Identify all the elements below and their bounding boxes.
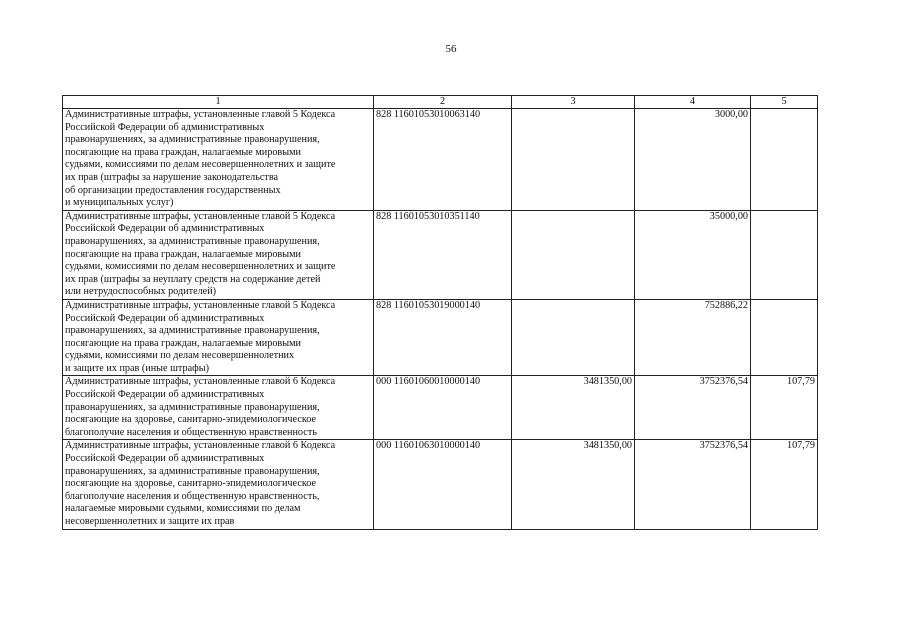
column-header-5: 5 — [751, 96, 818, 109]
table-row — [63, 376, 818, 440]
row-code: 000 11601063010000140 — [374, 440, 512, 529]
row-col4-value: 3752376,54 — [635, 376, 751, 440]
row-description: Административные штрафы, установленные главой 5 Кодекса Российской Федерации об административных правонарушениях, за административные правонарушения, посягающие на права граждан, налагаемые мировыми судьями, комиссиями по делам несовершеннолетних и защите их прав (штрафы за неуплату средств на содержание детей или нетрудоспособных родителей) — [63, 210, 374, 299]
row-col3-value: 3481350,00 — [512, 440, 635, 529]
column-header-2: 2 — [374, 96, 512, 109]
column-header-3: 3 — [512, 96, 635, 109]
table-row — [63, 299, 818, 376]
row-col5-value: 107,79 — [751, 376, 818, 440]
row-col3-value — [512, 210, 635, 299]
row-col3-value — [512, 299, 635, 376]
page-number: 56 — [445, 43, 457, 55]
row-description: Административные штрафы, установленные главой 6 Кодекса Российской Федерации об административных правонарушениях, за административные правонарушения, посягающие на здоровье, санитарно-эпидемиологическое благополучие населения и общественную нравственность — [63, 376, 374, 440]
row-col4-value: 752886,22 — [635, 299, 751, 376]
header-row — [63, 96, 818, 109]
row-code: 000 11601060010000140 — [374, 376, 512, 440]
row-col4-value: 35000,00 — [635, 210, 751, 299]
row-col5-value — [751, 299, 818, 376]
row-col5-value — [751, 210, 818, 299]
row-code: 828 11601053010351140 — [374, 210, 512, 299]
table-row — [63, 109, 818, 211]
row-col4-value: 3000,00 — [635, 109, 751, 211]
column-header-1: 1 — [63, 96, 374, 109]
row-description: Административные штрафы, установленные главой 5 Кодекса Российской Федерации об административных правонарушениях, за административные правонарушения, посягающие на права граждан, налагаемые мировыми судьями, комиссиями по делам несовершеннолетних и защите их прав (иные штрафы) — [63, 299, 374, 376]
row-col5-value — [751, 109, 818, 211]
row-code: 828 11601053010063140 — [374, 109, 512, 211]
row-code: 828 11601053019000140 — [374, 299, 512, 376]
row-description: Административные штрафы, установленные главой 5 Кодекса Российской Федерации об административных правонарушениях, за административные правонарушения, посягающие на права граждан, налагаемые мировыми судьями, комиссиями по делам несовершеннолетних и защите их прав (штрафы за нарушение законодательства об организации предоставления государственных и муниципальных услуг) — [63, 109, 374, 211]
row-col3-value: 3481350,00 — [512, 376, 635, 440]
column-header-4: 4 — [635, 96, 751, 109]
row-col3-value — [512, 109, 635, 211]
row-col4-value: 3752376,54 — [635, 440, 751, 529]
table-row — [63, 440, 818, 529]
table-row — [63, 210, 818, 299]
budget-table — [62, 95, 818, 530]
row-description: Административные штрафы, установленные главой 6 Кодекса Российской Федерации об административных правонарушениях, за административные правонарушения, посягающие на здоровье, санитарно-эпидемиологическое благополучие населения и общественную нравственность, налагаемые мировыми судьями, комиссиями по делам несовершеннолетних и защите их прав — [63, 440, 374, 529]
row-col5-value: 107,79 — [751, 440, 818, 529]
